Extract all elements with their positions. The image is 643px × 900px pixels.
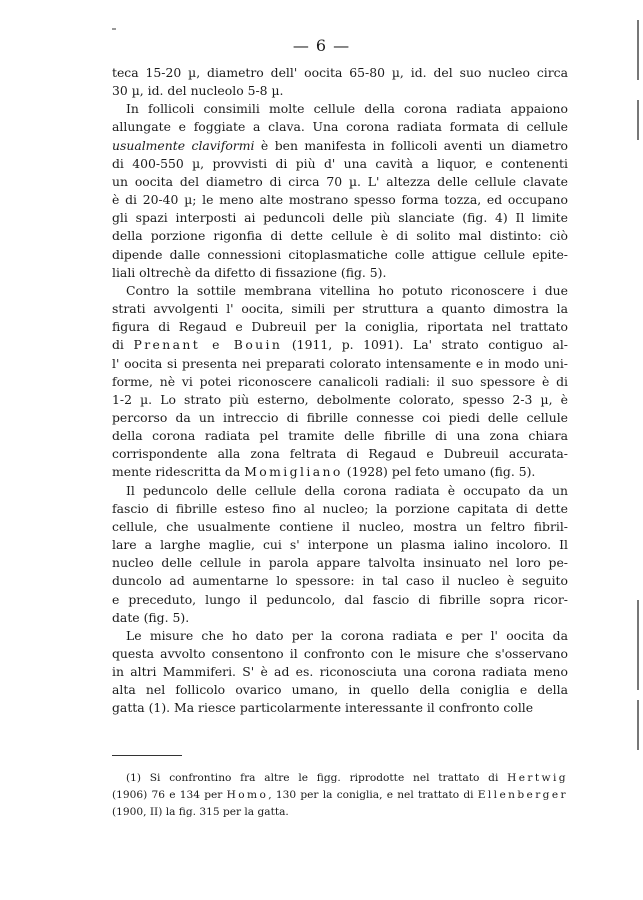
text-line: In follicoli consimili molte cellule della corona radiata appaiono <box>126 101 568 117</box>
author-name: Prenant e Bouin <box>133 337 283 353</box>
text-line: date (fig. 5). <box>112 609 190 625</box>
author-name: Momigliano <box>244 464 343 480</box>
text-line: Il peduncolo delle cellule della corona radiata è occupato da un <box>126 482 568 498</box>
text-line: lare a larghe maglie, cui s' interpone un plasma ialino incoloro. Il <box>112 537 568 553</box>
text-run: di <box>112 337 134 353</box>
paragraph <box>112 282 568 482</box>
author-name: Hertwig <box>507 772 568 784</box>
text-line: 1-2 µ. Lo strato più esterno, debolmente colorato, spesso 2-3 µ, è <box>112 391 568 407</box>
text-line: dipende dalle connessioni citoplasmatiche colle attigue cellule epite- <box>112 246 568 262</box>
text-line: di 400-550 µ, provvisti di più d' una cavità a liquor, e contenenti <box>112 155 568 171</box>
text-line: fascio di fibrille esteso fino al nucleo; la porzione capitata di dette <box>112 500 568 516</box>
text-run: (1928) pel feto umano (fig. 5). <box>342 464 536 480</box>
footnote-rule <box>112 755 182 756</box>
footnote <box>112 770 568 821</box>
text-line: è di 20-40 µ; le meno alte mostrano spesso forma tozza, ed occupano <box>112 192 568 208</box>
text-line: in altri Mammiferi. S' è ad es. riconosciuta una corona radiata meno <box>112 664 568 680</box>
text-line: questa avvolto consentono il confronto con le misure che s'osservano <box>112 646 568 661</box>
text-line <box>112 787 568 804</box>
text-line <box>112 137 568 155</box>
text-line: (1900, II) la fig. 315 per la gatta. <box>112 806 289 818</box>
emphasis-text: usualmente claviformi <box>112 137 255 153</box>
scan-edge-mark <box>637 100 639 140</box>
text-line: e preceduto, lungo il peduncolo, dal fascio di fibrille sopra ricor- <box>112 591 568 607</box>
scan-speck <box>112 28 116 30</box>
text-line: forme, nè vi potei riconoscere canalicoli radiali: il suo spessore è di <box>112 373 568 389</box>
paragraph <box>112 627 568 718</box>
scan-edge-mark <box>637 600 639 690</box>
text-line <box>112 336 568 354</box>
text-line: cellule, che usualmente contiene il nucleo, mostra un feltro fibril- <box>112 518 568 534</box>
page-number: — 6 — <box>292 36 351 55</box>
text-line: 30 µ, id. del nucleolo 5-8 µ. <box>112 83 284 99</box>
text-line: corrispondente alla zona feltrata di Regaud e Dubreuil accurata- <box>112 446 568 462</box>
text-line: alta nel follicolo ovarico umano, in quello della coniglia e della <box>112 682 568 698</box>
author-name: Homo <box>226 789 269 801</box>
text-run: (1) Si confrontino fra altre le figg. riprodotte nel trattato di <box>126 772 508 784</box>
text-line: della corona radiata pel tramite delle fibrille di una zona chiara <box>112 428 568 444</box>
text-run: (1906) 76 e 134 per <box>112 789 227 801</box>
text-line: nucleo delle cellule in parola appare talvolta insinuato nel loro pe- <box>112 555 568 571</box>
text-line: figura di Regaud e Dubreuil per la coniglia, riportata nel trattato <box>112 319 568 335</box>
text-line: duncolo ad aumentarne lo spessore: in tal caso il nucleo è seguito <box>112 573 568 589</box>
paragraph <box>112 482 568 627</box>
text-run: (1911, p. 1091). La' strato contiguo al- <box>282 337 568 353</box>
text-line: Le misure che ho dato per la corona radiata e per l' oocita da <box>126 627 568 643</box>
author-name: Ellenberger <box>477 789 568 801</box>
paragraph <box>112 100 568 282</box>
text-line: strati avvolgenti l' oocita, simili per struttura a quanto dimostra la <box>112 301 568 317</box>
scan-edge-mark <box>637 20 639 80</box>
paragraph <box>112 64 568 100</box>
text-line <box>112 770 568 787</box>
text-line: liali oltrechè da difetto di fissazione (fig. 5). <box>112 264 387 280</box>
text-line: Contro la sottile membrana vitellina ho potuto riconoscere i due <box>126 282 568 298</box>
text-line: un oocita del diametro di circa 70 µ. L' altezza delle cellule clavate <box>112 173 568 189</box>
text-line: della porzione rigonfia di dette cellule è di solito mal distinto: ciò <box>112 228 568 244</box>
text-line: teca 15-20 µ, diametro dell' oocita 65-80 µ, id. del suo nucleo circa <box>112 65 568 80</box>
body-text <box>112 64 568 718</box>
text-line: percorso da un intreccio di fibrille connesse coi piedi delle cellule <box>112 409 568 425</box>
text-run: mente ridescritta da <box>112 464 245 480</box>
text-line: gatta (1). Ma riesce particolarmente interessante il confronto colle <box>112 700 534 716</box>
scan-edge-mark <box>637 700 639 750</box>
text-line: gli spazi interposti ai peduncoli delle più slanciate (fig. 4) Il limite <box>112 210 568 226</box>
text-line: allungate e foggiate a clava. Una corona radiata formata di cellule <box>112 119 568 135</box>
text-line: l' oocita si presenta nei preparati colorato intensamente e in modo uni- <box>112 355 568 371</box>
text-line <box>112 463 568 481</box>
text-run: è ben manifesta in follicoli aventi un diametro <box>254 137 569 153</box>
text-run: , 130 per la coniglia, e nel trattato di <box>268 789 478 801</box>
